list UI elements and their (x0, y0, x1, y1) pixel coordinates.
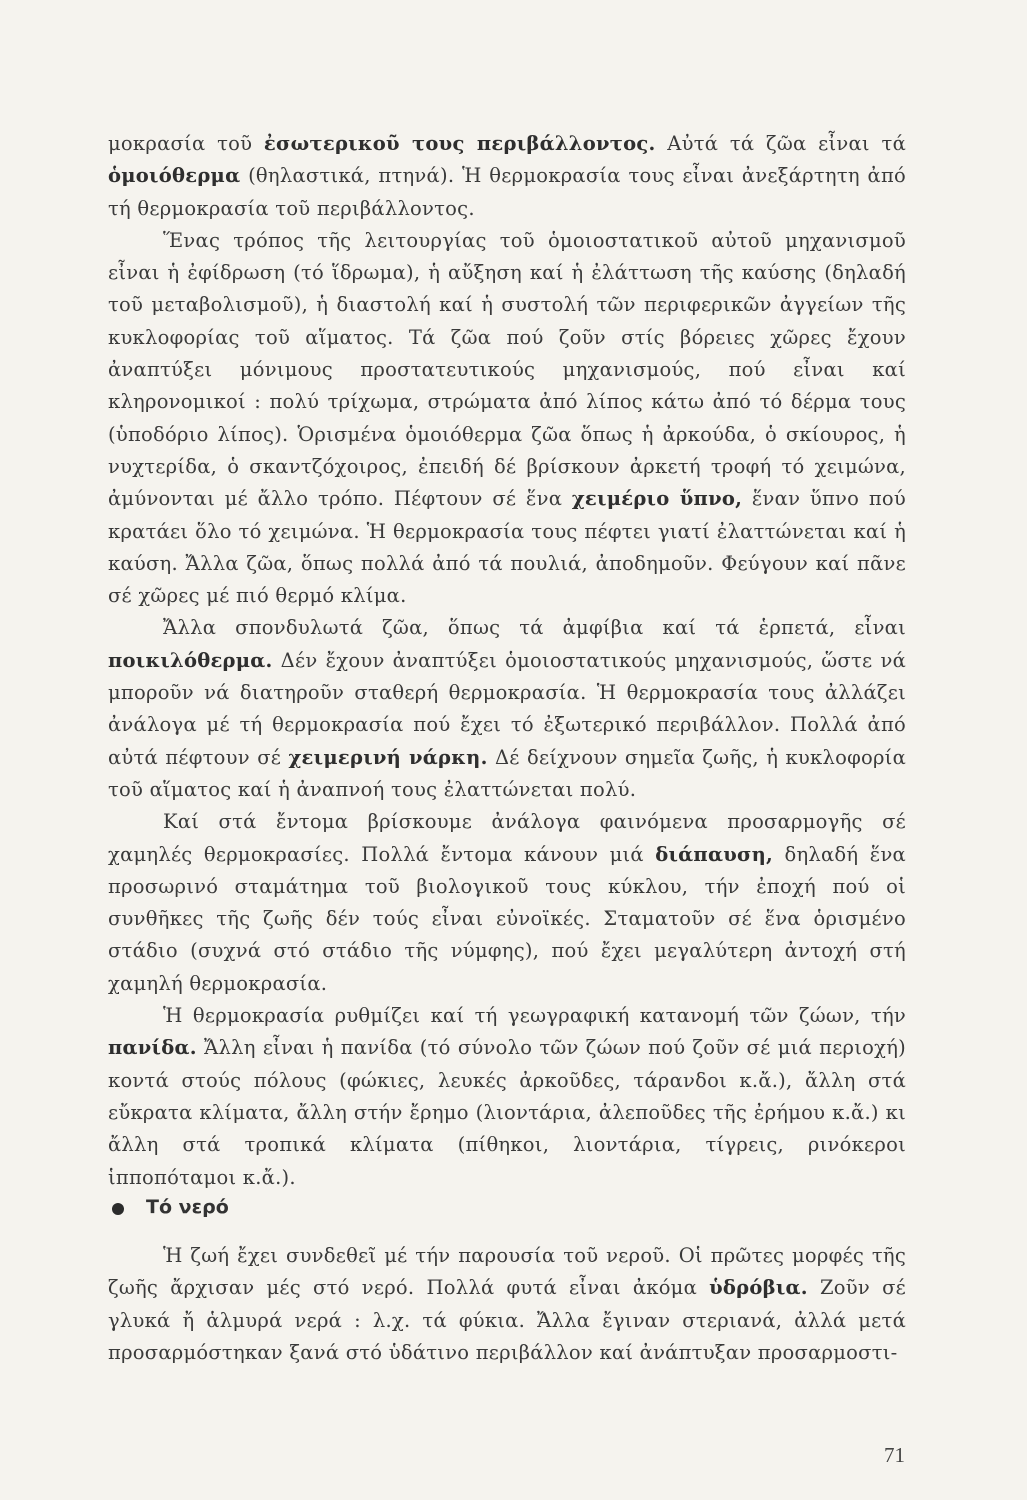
text-run: δηλαδή ἕνα προσωρινό σταμάτημα τοῦ βιολογικοῦ τους κύκλου, τήν ἐποχή πού οἱ συνθῆκες τῆς ζωῆς δέν τούς εἶναι εὐνοϊκές. Σταματοῦν σέ ἕνα ὁρισμένο στάδιο (συχνά στό στάδιο τῆς νύμφης), πού ἔχει μεγαλύτερη ἀντοχή στή χαμηλή θερμοκρασία. (108, 842, 906, 995)
section-heading-water (112, 1190, 229, 1224)
bold-term-diapause: διάπαυση, (655, 842, 774, 866)
paragraph-poikilothermic (108, 612, 906, 806)
page-number: 71 (884, 1443, 905, 1467)
text-run: Ἡ θερμοκρασία ρυθμίζει καί τή γεωγραφική κατανομή τῶν ζώων, τήν (163, 1004, 906, 1028)
text-run: Δέν ἔχουν ἀναπτύξει ὁμοιοστατικούς μηχανισμούς, ὥστε νά μποροῦν νά διατηροῦν σταθερή θερμοκρασία. Ἡ θερμοκρασία τους ἀλλάζει ἀνάλογα μέ τή θερμοκρασία πού ἔχει τό ἐξωτερικό περιβάλλον. Πολλά ἀπό αὐτά πέφτουν σέ (108, 648, 906, 769)
paragraph-water (108, 1240, 906, 1369)
paragraph-homeostasis-mechanisms (108, 225, 906, 613)
text-run: Ἡ ζωή ἔχει συνδεθεῖ μέ τήν παρουσία τοῦ νεροῦ. Οἱ πρῶτες μορφές τῆς ζωῆς ἄρχισαν μές στό νερό. Πολλά φυτά εἶναι ἀκόμα (108, 1244, 906, 1300)
text-run: (θηλαστικά, πτηνά). Ἡ θερμοκρασία τους εἶναι ἀνεξάρτητη ἀπό τή θερμοκρασία τοῦ περιβάλλοντος. (108, 164, 906, 220)
section-title: Τό νερό (146, 1196, 229, 1218)
paragraph-fauna (108, 1000, 906, 1194)
bold-term-aquatic: ὑδρόβια. (709, 1276, 808, 1300)
bold-term-internal-environment: ἐσωτερικοῦ τους περιβάλλοντος. (263, 132, 656, 155)
bullet-icon (112, 1203, 124, 1215)
text-bottom (108, 1240, 906, 1369)
text-run: μοκρασία τοῦ (108, 132, 264, 155)
bold-term-fauna: πανίδα. (108, 1036, 197, 1060)
paragraph-homeothermic-intro (108, 128, 906, 225)
text-run: Ἕνας τρόπος τῆς λειτουργίας τοῦ ὁμοιοστατικοῦ αὐτοῦ μηχανισμοῦ εἶναι ἡ ἐφίδρωση (τό ἵδρωμα), ἡ αὔξηση καί ἡ ἐλάττωση τῆς καύσης (δηλαδή τοῦ μεταβολισμοῦ), ἡ διαστολή καί ἡ συστολή τῶν περιφερικῶν ἀγγείων τῆς κυκλοφορίας τοῦ αἵματος. Τά ζῶα πού ζοῦν στίς βόρειες χῶρες ἔχουν ἀναπτύξει μόνιμους προστατευτικούς μηχανισμούς, πού εἶναι καί κληρονομικοί : πολύ τρίχωμα, στρώματα ἀπό λίπος κάτω ἀπό τό δέρμα τους (ὑποδόριο λίπος). Ὁρισμένα ὁμοιόθερμα ζῶα ὅπως ἡ ἀρκούδα, ὁ σκίουρος, ἡ νυχτερίδα, ὁ σκαντζόχοιρος, ἐπειδή δέ βρίσκουν ἀρκετή τροφή τό χειμώνα, ἀμύνονται μέ ἄλλο τρόπο. Πέφτουν σέ ἕνα (108, 228, 906, 511)
paragraph-insects-diapause (108, 806, 906, 1000)
text-run: Ἄλλη εἶναι ἡ πανίδα (τό σύνολο τῶν ζώων πού ζοῦν σέ μιά περιοχή) κοντά στούς πόλους (φώκιες, λευκές ἀρκοῦδες, τάρανδοι κ.ἄ.), ἄλλη στά εὔκρατα κλίματα, ἄλλη στήν ἔρημο (λιοντάρια, ἀλεποῦδες τῆς ἐρήμου κ.ἄ.) κι ἄλλη στά τροπικά κλίματα (πίθηκοι, λιοντάρια, τίγρεις, ρινόκεροι ἱπποπόταμοι κ.ἄ.). (108, 1036, 906, 1189)
text-run: ἕναν ὕπνο πού κρατάει ὅλο τό χειμώνα. Ἡ θερμοκρασία τους πέφτει γιατί ἐλαττώνεται καί ἡ καύση. Ἄλλα ζῶα, ὅπως πολλά ἀπό τά πουλιά, ἀποδημοῦν. Φεύγουν καί πᾶνε σέ χῶρες μέ πιό θερμό κλίμα. (108, 487, 906, 608)
text-run: Αὐτά τά ζῶα εἶναι τά (655, 132, 906, 155)
text-run: Δέ δείχνουν σημεῖα ζωῆς, ἡ κυκλοφορία τοῦ αἵματος καί ἡ ἀναπνοή τους ἐλαττώνεται πολύ. (108, 745, 906, 801)
text-run: Ἄλλα σπονδυλωτά ζῶα, ὅπως τά ἀμφίβια καί τά ἑρπετά, εἶναι (163, 616, 906, 640)
text-run: Καί στά ἔντομα βρίσκουμε ἀνάλογα φαινόμενα προσαρμογῆς σέ χαμηλές θερμοκρασίες. Πολλά ἔντομα κάνουν μιά (108, 810, 906, 866)
bold-term-winter-torpor: χειμερινή νάρκη. (288, 745, 488, 769)
bold-term-hibernation: χειμέριο ὕπνο, (571, 487, 743, 511)
text-top (108, 128, 906, 1194)
text-run: Ζοῦν σέ γλυκά ἤ ἁλμυρά νερά : λ.χ. τά φύκια. Ἄλλα ἔγιναν στεριανά, ἀλλά μετά προσαρμόστηκαν ξανά στό ὑδάτινο περιβάλλον καί ἀνάπτυξαν προσαρμοστι- (108, 1276, 906, 1364)
bold-term-poikilothermic: ποικιλόθερμα. (108, 648, 273, 672)
bold-term-homeothermic: ὁμοιόθερμα (108, 164, 241, 188)
